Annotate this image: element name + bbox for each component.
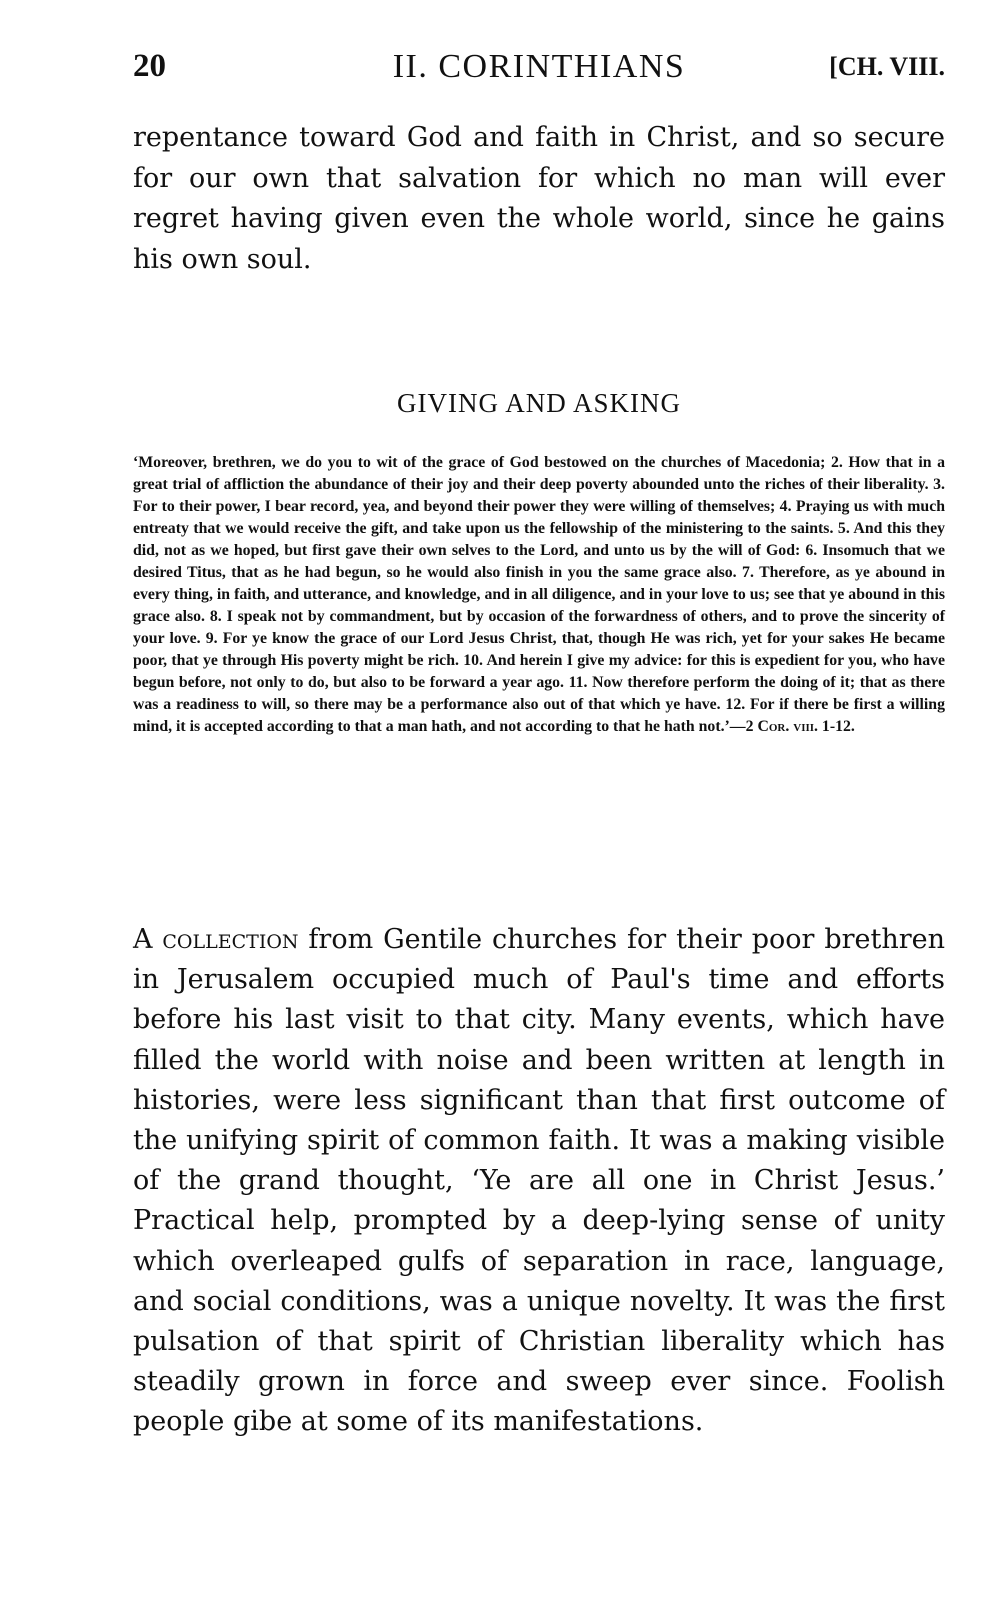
commentary-paragraph xyxy=(133,920,945,1443)
section-heading: GIVING AND ASKING xyxy=(397,388,681,418)
running-title: II. CORINTHIANS xyxy=(392,48,686,85)
page-number: 20 xyxy=(133,48,166,84)
chapter-reference: [CH. VIII. xyxy=(829,52,945,81)
lead-paragraph: repentance toward God and faith in Christ, and so secure for our own that salvation for which no man will ever regret having given even the whole world, since he gains his own soul. xyxy=(133,122,945,275)
commentary-text: from Gentile churches for their poor brethren in Jerusalem occupied much of Paul's time and efforts before his last visit to that city. Many events, which have filled the world with noise and been written at length in histories, were less significant than that first outcome of the unifying spirit of common faith. It was a making visible of the grand thought, ‘Ye are all one in Christ Jesus.’ Practical help, prompted by a deep-lying sense of unity which overleaped gulfs of separation in race, language, and social conditions, was a unique novelty. It was the first pulsation of that spirit of Christian liberality which has steadily grown in force and sweep ever since. Foolish people gibe at some of its manifestations. xyxy=(133,924,945,1438)
commentary-lead-in: A collection xyxy=(133,924,299,955)
scripture-reference: 2 Cor. viii. 1-12. xyxy=(745,718,855,735)
page-header xyxy=(133,48,945,93)
scripture-passage xyxy=(133,452,945,738)
scripture-text: ‘Moreover, brethren, we do you to wit of the grace of God bestowed on the churches of Macedonia; 2. How that in a great trial of affliction the abundance of their joy and their deep poverty abounded unto the riches of their liberality. 3. For to their power, I bear record, yea, and beyond their power they were willing of themselves; 4. Praying us with much entreaty that we would receive the gift, and take upon us the fellowship of the ministering to the saints. 5. And this they did, not as we hoped, but first gave their own selves to the Lord, and unto us by the will of God: 6. Insomuch that we desired Titus, that as he had begun, so he would also finish in you the same grace also. 7. Therefore, as ye abound in every thing, in faith, and utterance, and knowledge, and in all diligence, and in your love to us; see that ye abound in this grace also. 8. I speak not by commandment, but by occasion of the forwardness of others, and to prove the sincerity of your love. 9. For ye know the grace of our Lord Jesus Christ, that, though He was rich, yet for your sakes He became poor, that ye through His poverty might be rich. 10. And herein I give my advice: for this is expedient for you, who have begun before, not only to do, but also to be forward a year ago. 11. Now therefore perform the doing of it; that as there was a readiness to will, so there may be a performance also out of that which ye have. 12. For if there be first a willing mind, it is accepted according to that a man hath, and not according to that he hath not.’— xyxy=(133,454,945,735)
